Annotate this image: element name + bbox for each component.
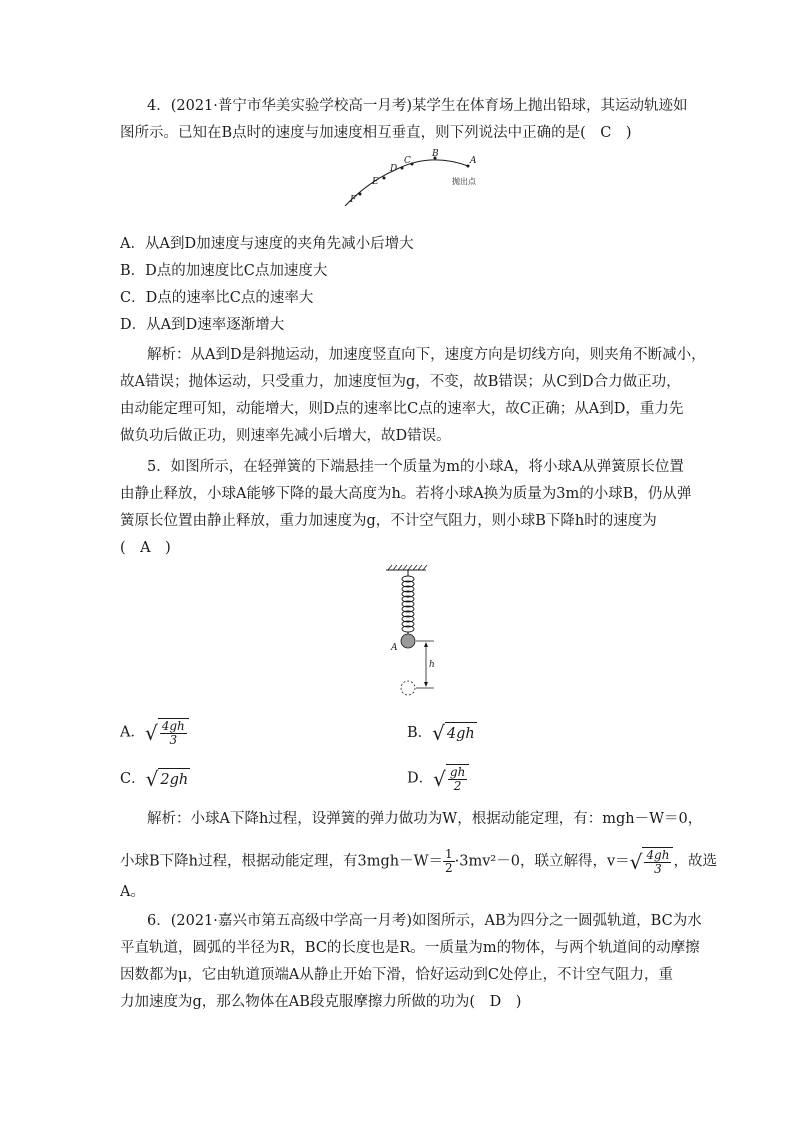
point-c-label: C [404, 156, 411, 166]
point-b-label: B [432, 149, 439, 159]
ball-a [401, 634, 415, 648]
point-c-dot [411, 163, 414, 166]
point-f-label: F [350, 195, 357, 205]
q5-option-a: A．√ $\frac{4gh}{3}$ [120, 718, 189, 747]
trajectory-curve [345, 160, 468, 206]
q5-option-c: C．√ 2gh [120, 767, 189, 791]
q5-stem-line3: 簧原长位置由静止释放，重力加速度为g，不计空气阻力，则小球B下降h时的速度为 [120, 513, 657, 529]
q5-option-d: D．√ $\frac{gh}{2}$ [407, 764, 469, 793]
q5-stem-line1: 5．如图所示，在轻弹簧的下端悬挂一个质量为m的小球A，将小球A从弹簧原长位置 [147, 459, 684, 475]
q5-analysis-line1: 解析：小球A下降h过程，设弹簧的弹力做功为W，根据动能定理，有：mgh－W＝0， [147, 811, 703, 827]
q5-analysis-line2: 小球B下降h过程，根据动能定理，有3mgh－W＝ $\frac{1}{2}$ ·3mv²－0，联立解得，v＝√ $\frac{4gh}{3}$ ，故选 [120, 847, 717, 876]
point-d-label: D [390, 164, 398, 174]
ball-a-label: A [391, 643, 398, 653]
ball-lowest-position [401, 681, 415, 695]
q4-stem-line2: 图所示。已知在B点时的速度与加速度相互垂直，则下列说法中正确的是( C ) [120, 125, 632, 141]
q5-spring-figure [380, 562, 450, 697]
q5-stem-line4: ( A ) [120, 540, 171, 556]
point-e-dot [383, 177, 386, 180]
point-a-label: A [470, 156, 477, 166]
q5-option-b: B．√ 4gh [407, 721, 475, 745]
q5-stem-line2: 由静止释放，小球A能够下降的最大高度为h。若将小球A换为质量为3m的小球B，仍从弹 [120, 486, 692, 502]
q4-analysis-line4: 做负功后做正功，则速率先减小后增大，故D错误。 [120, 428, 451, 444]
point-e-label: E [372, 177, 379, 187]
point-d-dot [401, 167, 404, 170]
height-label: h [429, 660, 435, 670]
q4-stem-line1: 4．(2021·普宁市华美实验学校高一月考)某学生在体育场上抛出铅球，其运动轨迹如 [147, 98, 688, 114]
q4-option-a: A．从A到D加速度与速度的夹角先减小后增大 [120, 236, 414, 252]
q4-analysis-line3: 由动能定理可知，动能增大，则D点的速率比C点的速率大，故C正确；从A到D，重力先 [120, 401, 684, 417]
q4-option-b: B．D点的加速度比C点加速度大 [120, 263, 328, 279]
q5-analysis-line3: A。 [120, 884, 145, 900]
point-f-dot [359, 193, 362, 196]
q6-stem-line4: 力加速度为g，那么物体在AB段克服摩擦力所做的功为( D ) [120, 994, 522, 1010]
q6-stem-line2: 平直轨道，圆弧的半径为R，BC的长度也是R。一质量为m的物体，与两个轨道间的动摩擦 [120, 940, 700, 956]
q4-analysis-line2: 故A错误；抛体运动，只受重力，加速度恒为g，不变，故B错误；从C到D合力做正功， [120, 374, 681, 390]
launch-point-label: 抛出点 [452, 177, 476, 186]
q6-stem-line1: 6．(2021·嘉兴市第五高级中学高一月考)如图所示，AB为四分之一圆弧轨道，BC为水 [147, 913, 702, 929]
q4-trajectory-figure [340, 148, 490, 210]
spring-coil [402, 576, 414, 632]
q4-analysis-line1: 解析：从A到D是斜抛运动，加速度竖直向下，速度方向是切线方向，则夹角不断减小， [147, 347, 706, 363]
q4-option-d: D．从A到D速率逐渐增大 [120, 317, 285, 333]
q4-option-c: C．D点的速率比C点的速率大 [120, 290, 314, 306]
q6-stem-line3: 因数都为μ，它由轨道顶端A从静止开始下滑，恰好运动到C处停止，不计空气阻力，重 [120, 967, 673, 983]
